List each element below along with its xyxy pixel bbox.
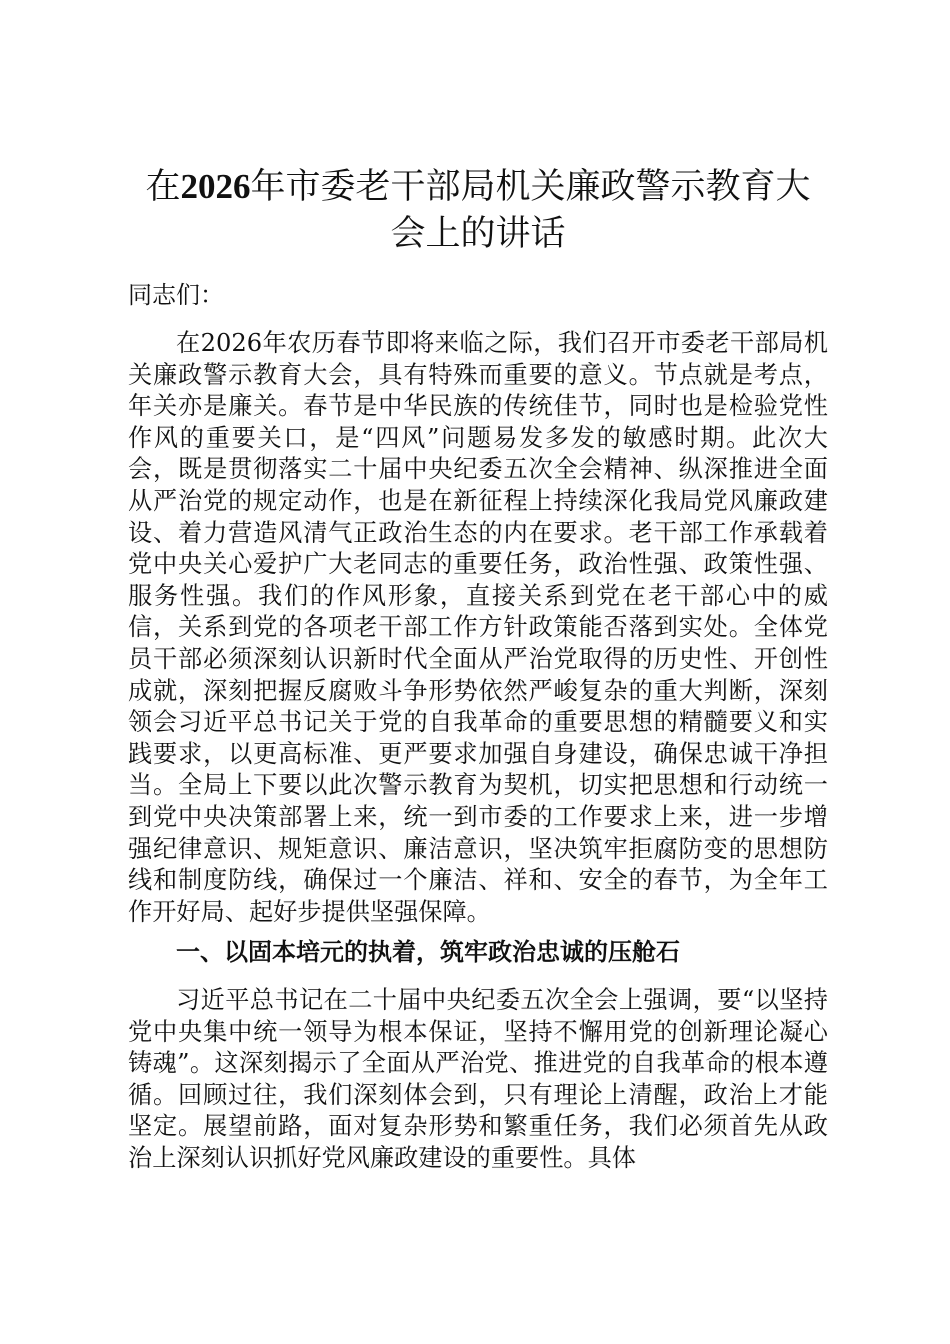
document-title	[128, 163, 828, 258]
title-year: 2026	[180, 167, 251, 206]
section-heading-1: 一、以固本培元的执着，筑牢政治忠诚的压舱石	[176, 938, 680, 966]
body-paragraph-1: 在2026年农历春节即将来临之际，我们召开市委老干部局机关廉政警示教育大会，具有特殊而重要的意义。节点就是考点，年关亦是廉关。春节是中华民族的传统佳节，同时也是检验党性作风的重要关口，是“四风”问题易发多发的敏感时期。此次大会，既是贯彻落实二十届中央纪委五次全会精神、纵深推进全面从严治党的规定动作，也是在新征程上持续深化我局党风廉政建设、着力营造风清气正政治生态的内在要求。老干部工作承载着党中央关心爱护广大老同志的重要任务，政治性强、政策性强、服务性强。我们的作风形象，直接关系到党在老干部心中的威信，关系到党的各项老干部工作方针政策能否落到实处。全体党员干部必须深刻认识新时代全面从严治党取得的历史性、开创性成就，深刻把握反腐败斗争形势依然严峻复杂的重大判断，深刻领会习近平总书记关于党的自我革命的重要思想的精髓要义和实践要求，以更高标准、更严要求加强自身建设，确保忠诚干净担当。全局上下要以此次警示教育为契机，切实把思想和行动统一到党中央决策部署上来，统一到市委的工作要求上来，进一步增强纪律意识、规矩意识、廉洁意识，坚决筑牢拒腐防变的思想防线和制度防线，确保过一个廉洁、祥和、安全的春节，为全年工作开好局、起好步提供坚强保障。	[128, 329, 828, 926]
salutation: 同志们：	[128, 281, 224, 309]
body-paragraph-2: 习近平总书记在二十届中央纪委五次全会上强调，要“以坚持党中央集中统一领导为根本保证，坚持不懈用党的创新理论凝心铸魂”。这深刻揭示了全面从严治党、推进党的自我革命的根本遵循。回顾过往，我们深刻体会到，只有理论上清醒，政治上才能坚定。展望前路，面对复杂形势和繁重任务，我们必须首先从政治上深刻认识抓好党风廉政建设的重要性。具体	[128, 986, 828, 1172]
title-prefix: 在	[145, 167, 181, 207]
title-rest: 年市委老干部局机关廉政警示教育大会上的讲话	[250, 167, 811, 254]
